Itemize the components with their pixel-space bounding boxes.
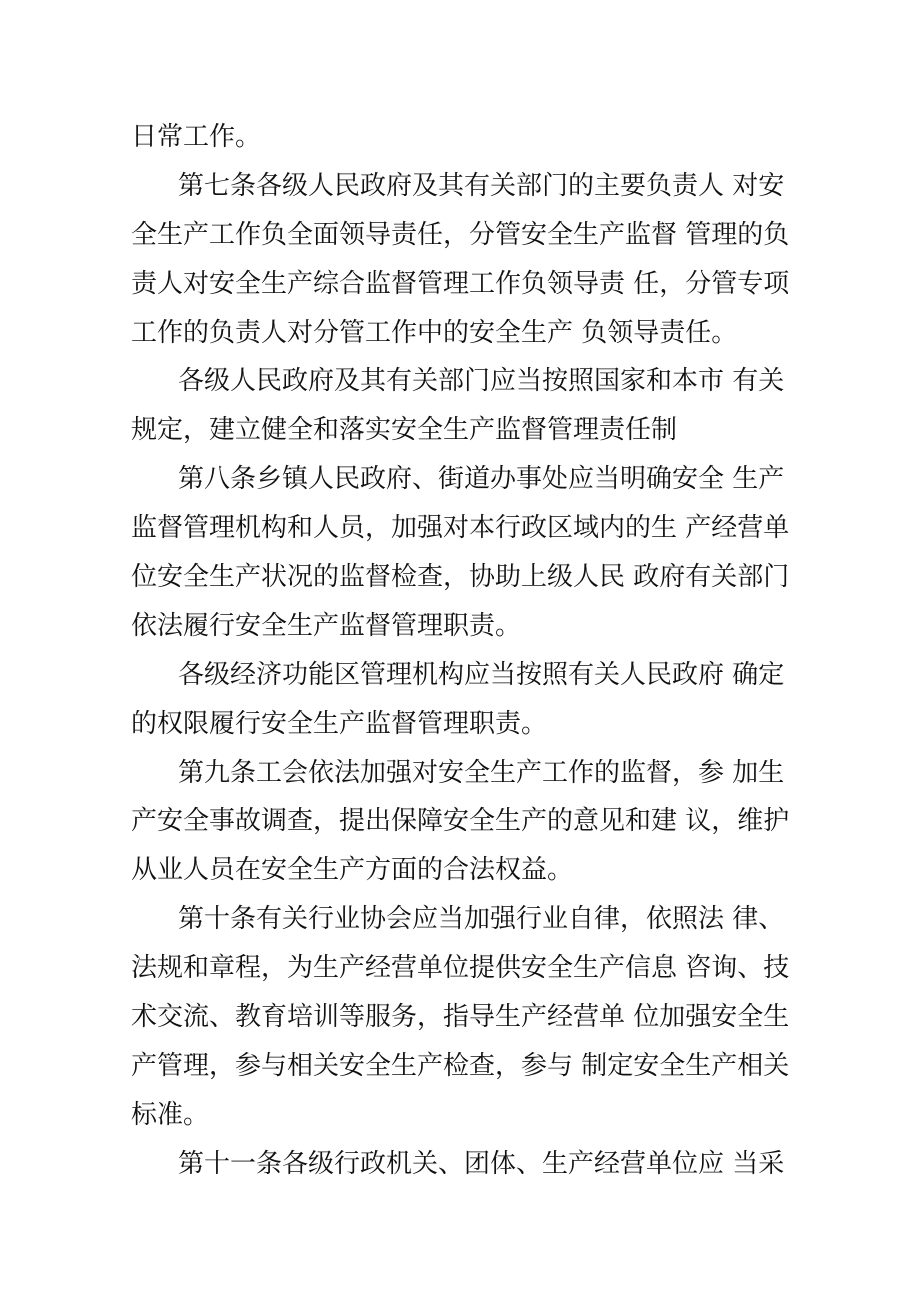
text-line: 位安全生产状况的监督检查，协助上级人民 政府有关部门 <box>131 562 790 593</box>
text-line: 法规和章程，为生产经营单位提供安全生产信息 咨询、技 <box>131 953 790 984</box>
text-line: 工作的负责人对分管工作中的安全生产 负领导责任。 <box>131 317 738 348</box>
text-line: 各级经济功能区管理机构应当按照有关人民政府 确定 <box>178 659 785 690</box>
text-line: 依法履行安全生产监督管理职责。 <box>131 610 522 641</box>
text-line: 全生产工作负全面领导责任，分管安全生产监督 管理的负 <box>131 219 790 250</box>
text-line: 第十一条各级行政机关、团体、生产经营单位应 当采 <box>178 1148 785 1179</box>
text-line: 日常工作。 <box>131 122 262 152</box>
text-line: 各级人民政府及其有关部门应当按照国家和本市 有关 <box>178 366 785 397</box>
text-line: 从业人员在安全生产方面的合法权益。 <box>131 855 574 886</box>
text-line: 产管理，参与相关安全生产检查，参与 制定安全生产相关 <box>131 1050 790 1081</box>
text-line: 监督管理机构和人员，加强对本行政区域内的生 产经营单 <box>131 513 790 544</box>
text-line: 第九条工会依法加强对安全生产工作的监督，参 加生 <box>178 757 785 788</box>
document-body <box>131 113 791 1189</box>
text-line: 第八条乡镇人民政府、街道办事处应当明确安全 生产 <box>178 464 785 495</box>
text-line: 第十条有关行业协会应当加强行业自律，依照法 律、 <box>178 904 785 935</box>
text-line: 规定，建立健全和落实安全生产监督管理责任制 <box>131 415 678 446</box>
text-line: 的权限履行安全生产监督管理职责。 <box>131 708 548 739</box>
text-line: 责人对安全生产综合监督管理工作负领导责 任，分管专项 <box>131 268 790 299</box>
text-line: 第七条各级人民政府及其有关部门的主要负责人 对安 <box>178 170 785 201</box>
text-line: 标准。 <box>131 1099 210 1130</box>
text-line: 术交流、教育培训等服务，指导生产经营单 位加强安全生 <box>131 1002 790 1033</box>
text-line: 产安全事故调查，提出保障安全生产的意见和建 议，维护 <box>131 806 790 837</box>
